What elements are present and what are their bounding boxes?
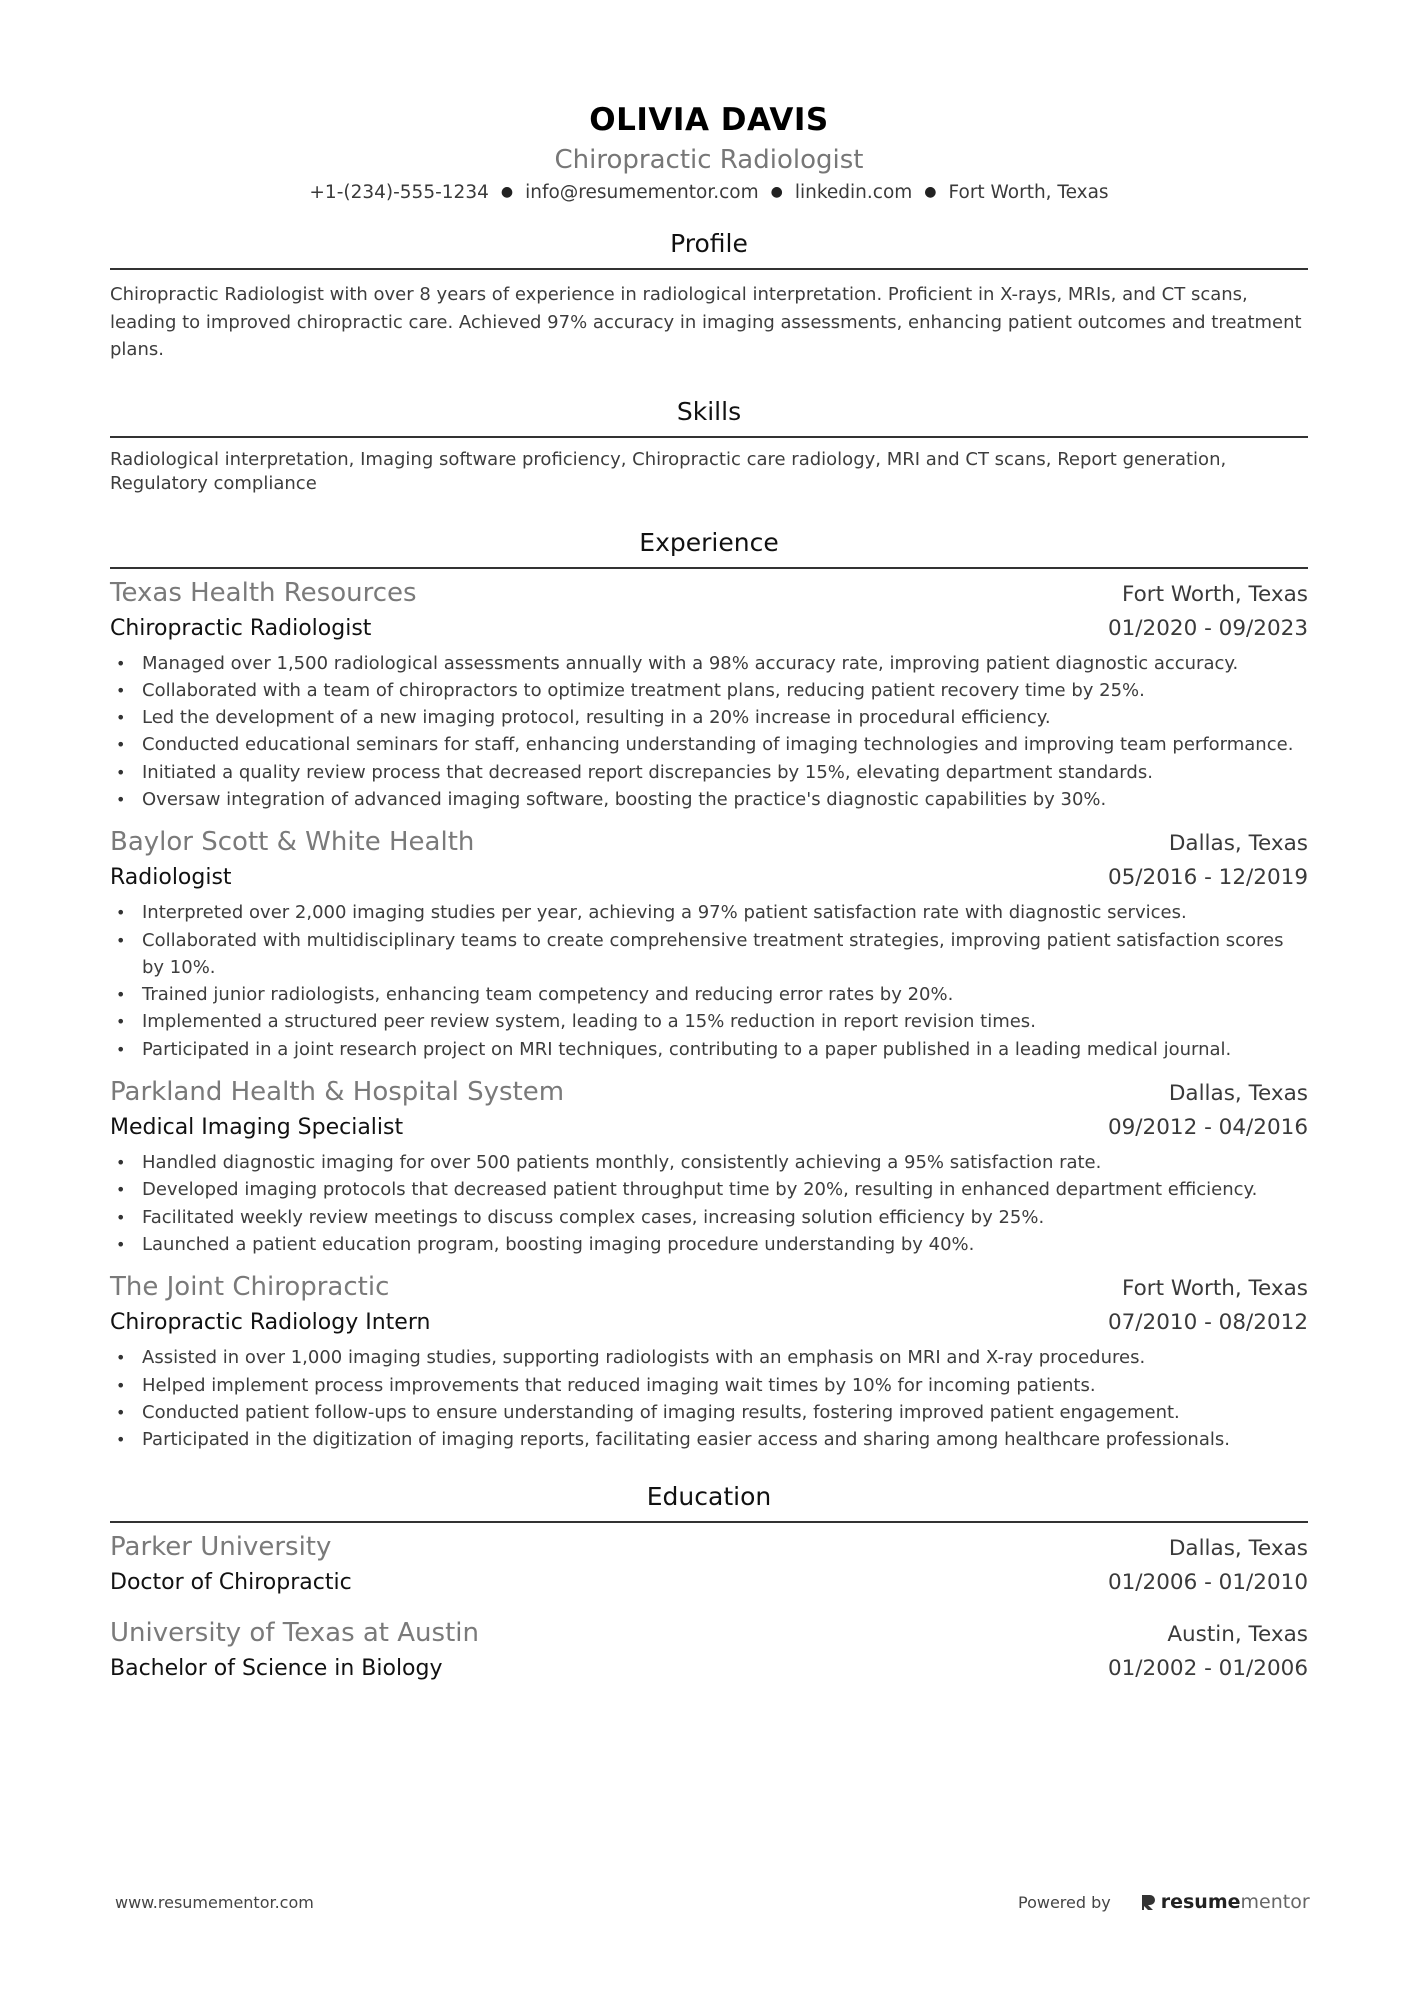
job-bullets <box>110 899 1308 1063</box>
job-location: Dallas, Texas <box>1168 831 1308 857</box>
contact-linkedin[interactable]: linkedin.com <box>794 182 913 203</box>
skills-heading: Skills <box>676 396 742 426</box>
bullet-icon: • <box>116 1207 126 1227</box>
list-item: • Led the development of a new imaging protocol, resulting in a 20% increase in procedural efficiency. <box>110 704 1308 731</box>
company-name: Parkland Health & Hospital System <box>110 1077 565 1108</box>
education-entry <box>110 1616 1308 1686</box>
job-location: Fort Worth, Texas <box>1121 581 1308 607</box>
education-heading: Education <box>646 1482 772 1512</box>
job-role: Radiologist <box>110 865 232 891</box>
job-location: Dallas, Texas <box>1168 1081 1308 1107</box>
bullet-separator-icon: ● <box>770 184 783 200</box>
job-role: Chiropractic Radiologist <box>110 615 372 641</box>
bullet-icon: • <box>116 985 126 1005</box>
list-item: • Conducted patient follow-ups to ensure understanding of imaging results, fostering improved patient engagement. <box>110 1399 1308 1426</box>
school-name: Parker University <box>110 1532 332 1563</box>
list-item: • Handled diagnostic imaging for over 500 patients monthly, consistently achieving a 95% satisfaction rate. <box>110 1149 1308 1176</box>
bullet-icon: • <box>116 1012 126 1032</box>
skills-text: Radiological interpretation, Imaging software proficiency, Chiropractic care radiology, MRI and CT scans, Report generation, Regulatory compliance <box>110 448 1227 494</box>
bullet-icon: • <box>116 762 126 782</box>
powered-by-label: Powered by <box>1018 1892 1111 1912</box>
section-divider <box>110 567 1308 569</box>
bullet-icon: • <box>116 1180 126 1200</box>
job-dates: 07/2010 - 08/2012 <box>1107 1310 1308 1336</box>
job-dates: 09/2012 - 04/2016 <box>1107 1115 1308 1141</box>
job-bullets <box>110 1149 1308 1258</box>
contact-phone: +1-(234)-555-1234 <box>309 182 489 203</box>
bullet-icon: • <box>116 653 126 673</box>
bullet-icon: • <box>116 789 126 809</box>
bullet-icon: • <box>116 930 126 950</box>
list-item: • Helped implement process improvements that reduced imaging wait times by 10% for incoming patients. <box>110 1372 1308 1399</box>
company-name: The Joint Chiropractic <box>110 1272 390 1303</box>
bullet-icon: • <box>116 1348 126 1368</box>
bullet-separator-icon: ● <box>924 184 937 200</box>
bullet-icon: • <box>116 1430 126 1450</box>
contact-email[interactable]: info@resumementor.com <box>525 182 759 203</box>
section-divider <box>110 268 1308 270</box>
job-dates: 05/2016 - 12/2019 <box>1107 865 1308 891</box>
bullet-icon: • <box>116 680 126 700</box>
experience-section <box>110 526 1308 1454</box>
job-role: Medical Imaging Specialist <box>110 1115 404 1141</box>
contact-location: Fort Worth, Texas <box>948 182 1109 203</box>
bullet-separator-icon: ● <box>500 184 514 200</box>
bullet-icon: • <box>116 1153 126 1173</box>
bullet-icon: • <box>116 1402 126 1422</box>
skills-section <box>110 395 1308 497</box>
section-divider <box>110 436 1308 438</box>
experience-entry <box>110 825 1308 1063</box>
education-dates: 01/2006 - 01/2010 <box>1107 1570 1308 1596</box>
profile-section <box>110 227 1308 364</box>
section-divider <box>110 1521 1308 1523</box>
list-item: • Trained junior radiologists, enhancing team competency and reducing error rates by 20%. <box>110 981 1308 1008</box>
list-item: • Facilitated weekly review meetings to discuss complex cases, increasing solution efficiency by 25%. <box>110 1204 1308 1231</box>
degree: Doctor of Chiropractic <box>110 1570 352 1596</box>
profile-heading: Profile <box>670 229 748 258</box>
contact-line <box>110 179 1308 205</box>
experience-heading: Experience <box>639 527 779 557</box>
school-name: University of Texas at Austin <box>110 1618 479 1649</box>
list-item: • Assisted in over 1,000 imaging studies, supporting radiologists with an emphasis on MRI and X-ray procedures. <box>110 1344 1308 1371</box>
brand-text-light: mentor <box>1240 1891 1310 1913</box>
job-bullets <box>110 650 1308 814</box>
list-item: • Developed imaging protocols that decreased patient throughput time by 20%, resulting in enhanced department efficiency. <box>110 1176 1308 1203</box>
profile-text: Chiropractic Radiologist with over 8 years of experience in radiological interpretation. Proficient in X-rays, MRIs, and CT scans, leading to improved chiropractic care. Achieved 97% accuracy in imaging assessments, enhancing patient outcomes and treatment plans. <box>110 284 1302 360</box>
list-item: • Collaborated with a team of chiropractors to optimize treatment plans, reducing patient recovery time by 25%. <box>110 677 1308 704</box>
list-item: • Participated in a joint research project on MRI techniques, contributing to a paper published in a leading medical journal. <box>110 1036 1308 1063</box>
resumementor-logo[interactable] <box>1139 1891 1310 1913</box>
education-section <box>110 1480 1308 1686</box>
list-item: • Participated in the digitization of imaging reports, facilitating easier access and sharing among healthcare professionals. <box>110 1426 1308 1453</box>
experience-entry <box>110 1075 1308 1258</box>
brand-text-bold: resume <box>1160 1891 1241 1913</box>
list-item: • Launched a patient education program, boosting imaging procedure understanding by 40%. <box>110 1231 1308 1258</box>
job-dates: 01/2020 - 09/2023 <box>1107 615 1308 641</box>
candidate-name: OLIVIA DAVIS <box>589 102 829 138</box>
job-role: Chiropractic Radiology Intern <box>110 1310 431 1336</box>
education-dates: 01/2002 - 01/2006 <box>1107 1656 1308 1682</box>
list-item: • Initiated a quality review process that decreased report discrepancies by 15%, elevating department standards. <box>110 759 1308 786</box>
footer-website-link[interactable]: www.resumementor.com <box>115 1893 314 1912</box>
bullet-icon: • <box>116 1234 126 1254</box>
degree: Bachelor of Science in Biology <box>110 1656 443 1682</box>
bullet-icon: • <box>116 903 126 923</box>
list-item: • Interpreted over 2,000 imaging studies per year, achieving a 97% patient satisfaction rate with diagnostic services. <box>110 899 1308 926</box>
company-name: Texas Health Resources <box>110 577 417 608</box>
list-item: • Conducted educational seminars for staff, enhancing understanding of imaging technologies and improving team performance. <box>110 731 1308 758</box>
bullet-icon: • <box>116 1039 126 1059</box>
job-location: Fort Worth, Texas <box>1121 1276 1308 1302</box>
bullet-icon: • <box>116 708 126 728</box>
bullet-icon: • <box>116 1375 126 1395</box>
list-item: • Implemented a structured peer review system, leading to a 15% reduction in report revision times. <box>110 1008 1308 1035</box>
resumementor-logo-icon <box>1139 1893 1157 1911</box>
list-item: • Oversaw integration of advanced imaging software, boosting the practice's diagnostic capabilities by 30%. <box>110 786 1308 813</box>
education-entry <box>110 1530 1308 1600</box>
job-bullets <box>110 1344 1308 1453</box>
resume-content <box>110 96 1308 1686</box>
school-location: Dallas, Texas <box>1168 1536 1308 1562</box>
school-location: Austin, Texas <box>1167 1622 1308 1648</box>
company-name: Baylor Scott & White Health <box>110 827 475 858</box>
candidate-title: Chiropractic Radiologist <box>554 145 864 175</box>
list-item: • Collaborated with multidisciplinary teams to create comprehensive treatment strategies, improving patient satisfaction scores by 10%. <box>110 927 1308 982</box>
bullet-icon: • <box>116 735 126 755</box>
list-item: • Managed over 1,500 radiological assessments annually with a 98% accuracy rate, improving patient diagnostic accuracy. <box>110 650 1308 677</box>
experience-entry <box>110 1270 1308 1453</box>
footer-branding <box>1018 1888 1310 1916</box>
experience-entry <box>110 576 1308 814</box>
